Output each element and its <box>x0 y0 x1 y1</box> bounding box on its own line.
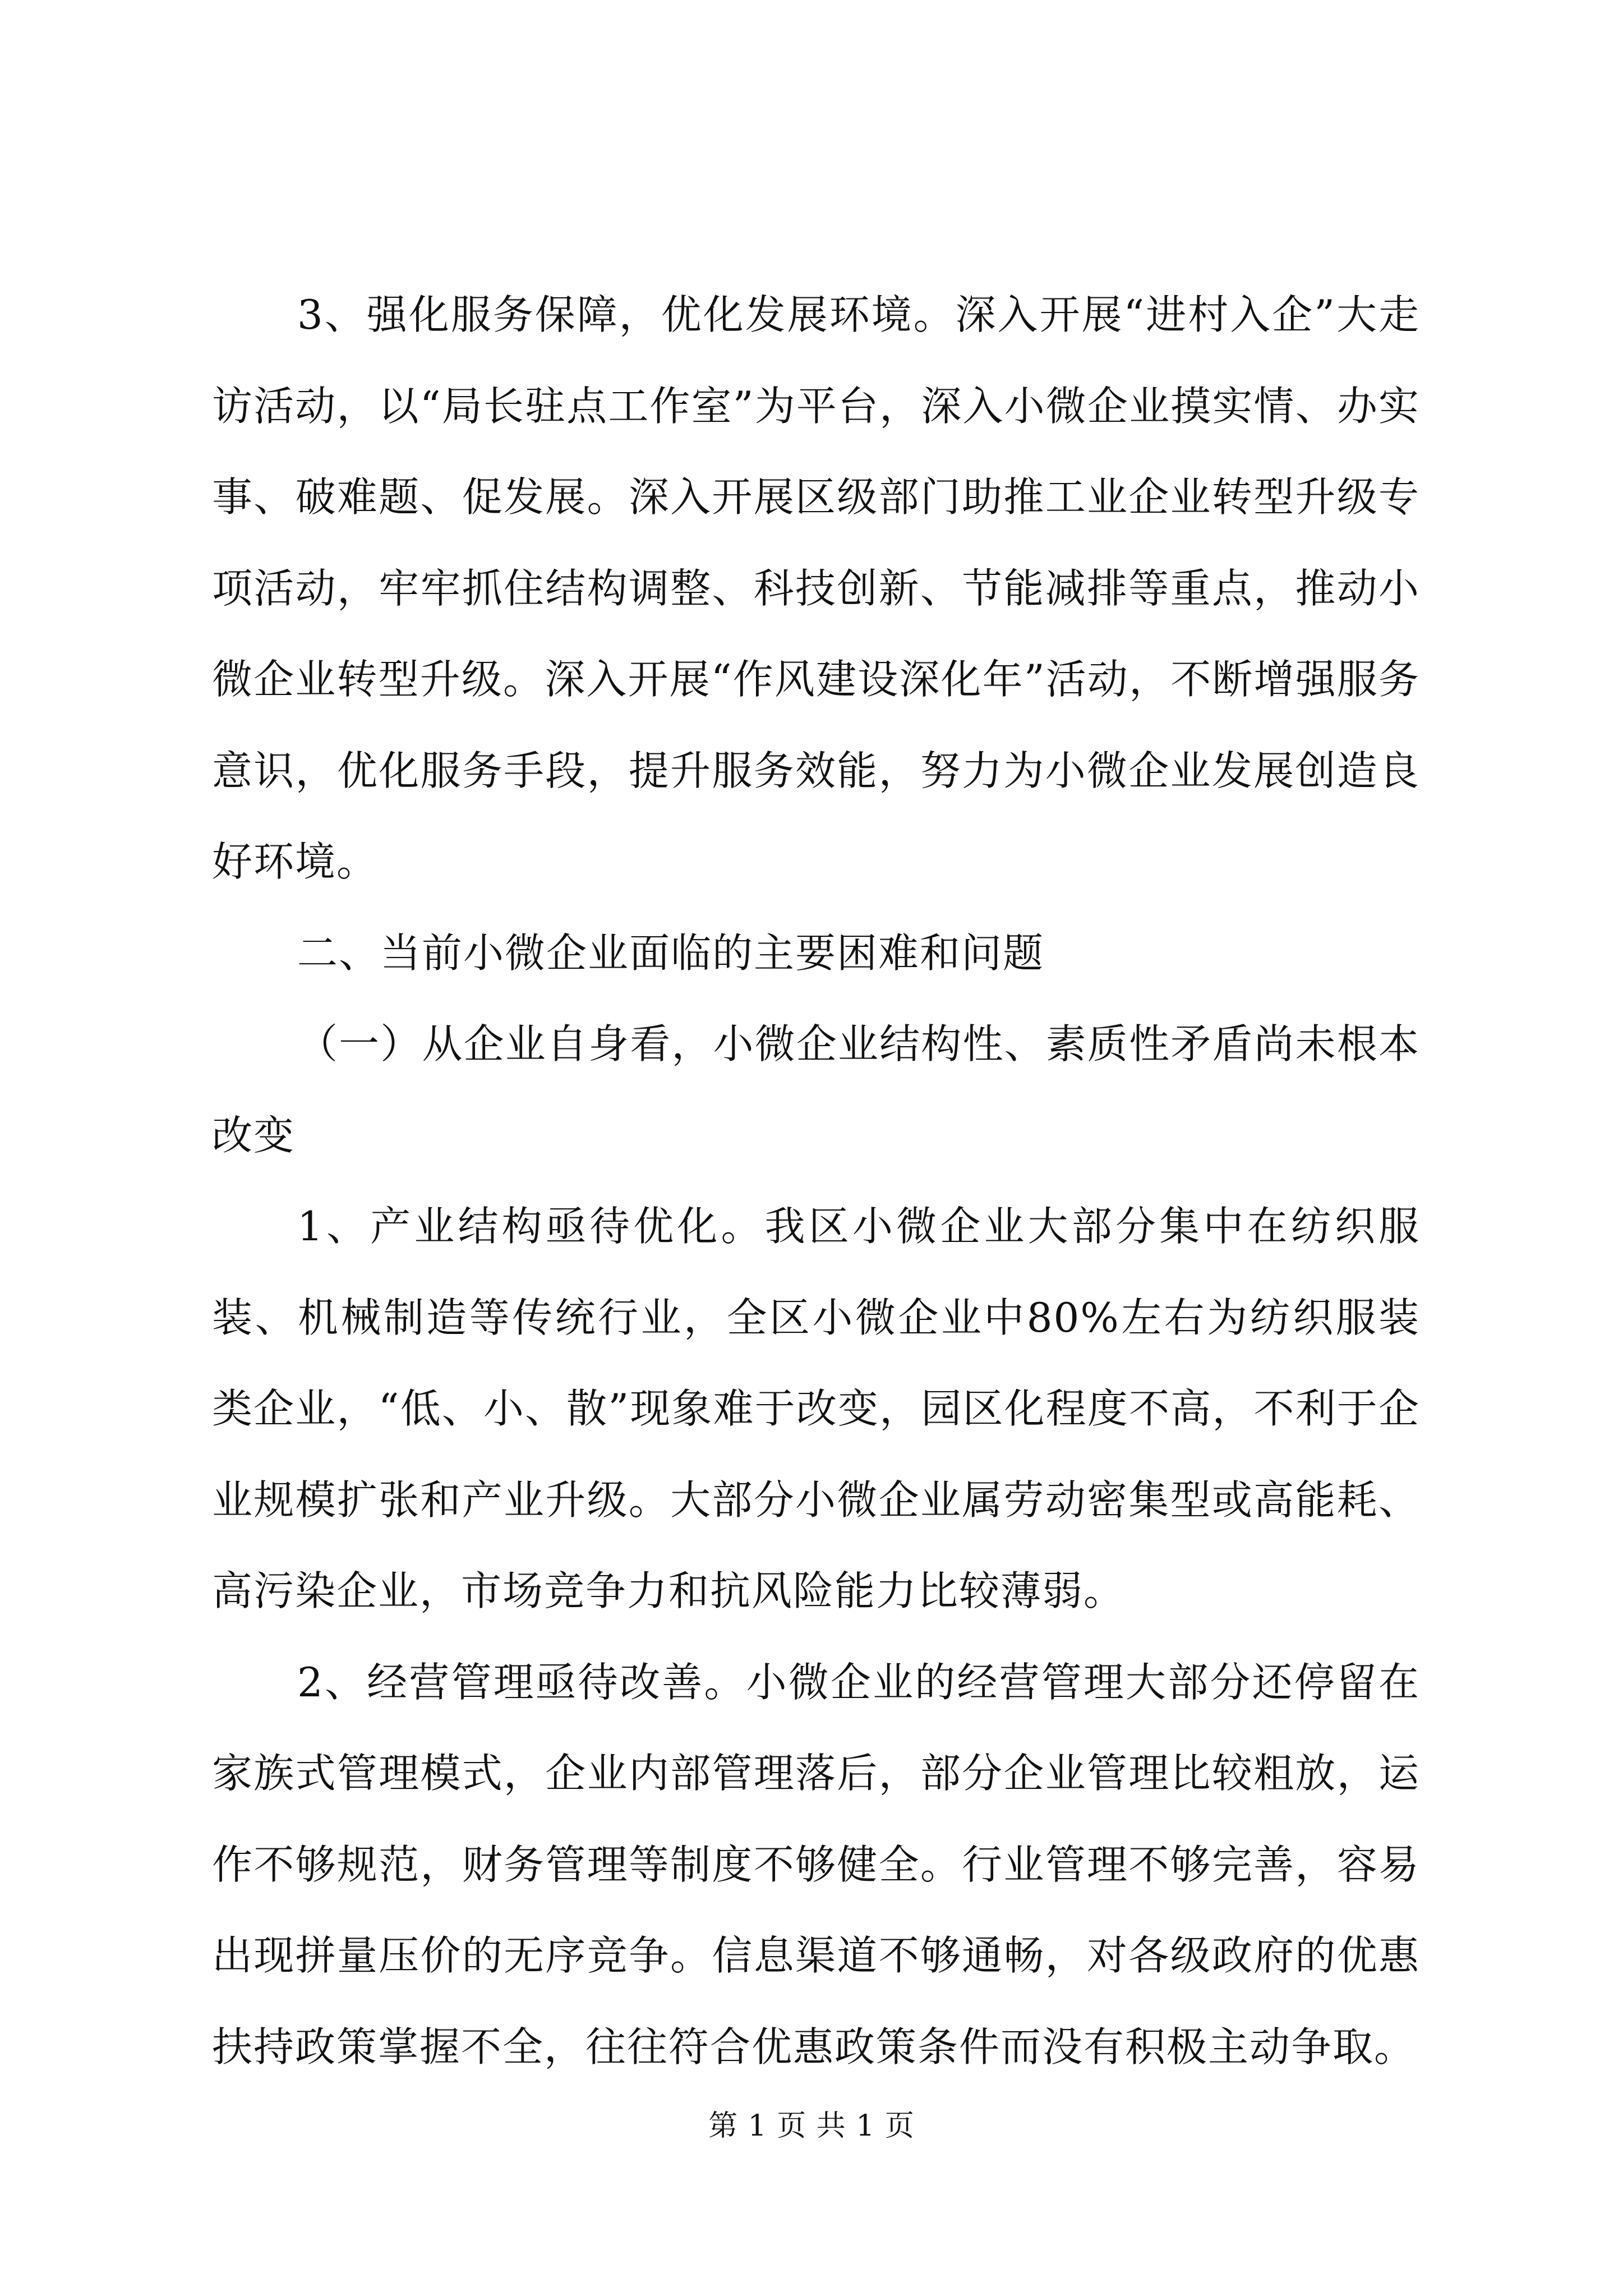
page-number-footer: 第 1 页 共 1 页 <box>708 2109 915 2143</box>
section-heading-difficulties: 二、当前小微企业面临的主要困难和问题 <box>297 929 1045 977</box>
paragraph-business-management: 2、经营管理亟待改善。小微企业的经营管理大部分还停留在家族式管理模式，企业内部管理落后，部分企业管理比较粗放，运作不够规范，财务管理等制度不够健全。行业管理不够完善，容易出现拼量压价的无序竞争。信息渠道不够通畅，对各级政府的优惠扶持政策掌握不全，往往符合优惠政策条件而没有积极主动争取。 <box>212 1658 1420 2070</box>
paragraph-service-guarantee: 3、强化服务保障，优化发展环境。深入开展“进村入企”大走访活动，以“局长驻点工作室”为平台，深入小微企业摸实情、办实事、破难题、促发展。深入开展区级部门助推工业企业转型升级专项活动，牢牢抓住结构调整、科技创新、节能减排等重点，推动小微企业转型升级。深入开展“作风建设深化年”活动，不断增强服务意识，优化服务手段，提升服务效能，努力为小微企业发展创造良好环境。 <box>212 291 1420 885</box>
subsection-heading-enterprise-self: （一）从企业自身看，小微企业结构性、素质性矛盾尚未根本改变 <box>212 1020 1420 1159</box>
paragraph-industry-structure: 1、产业结构亟待优化。我区小微企业大部分集中在纺织服装、机械制造等传统行业，全区小微企业中80%左右为纺织服装类企业，“低、小、散”现象难于改变，园区化程度不高，不利于企业规模扩张和产业升级。大部分小微企业属劳动密集型或高能耗、高污染企业，市场竞争力和抗风险能力比较薄弱。 <box>212 1203 1420 1614</box>
document-body <box>212 269 1420 2092</box>
